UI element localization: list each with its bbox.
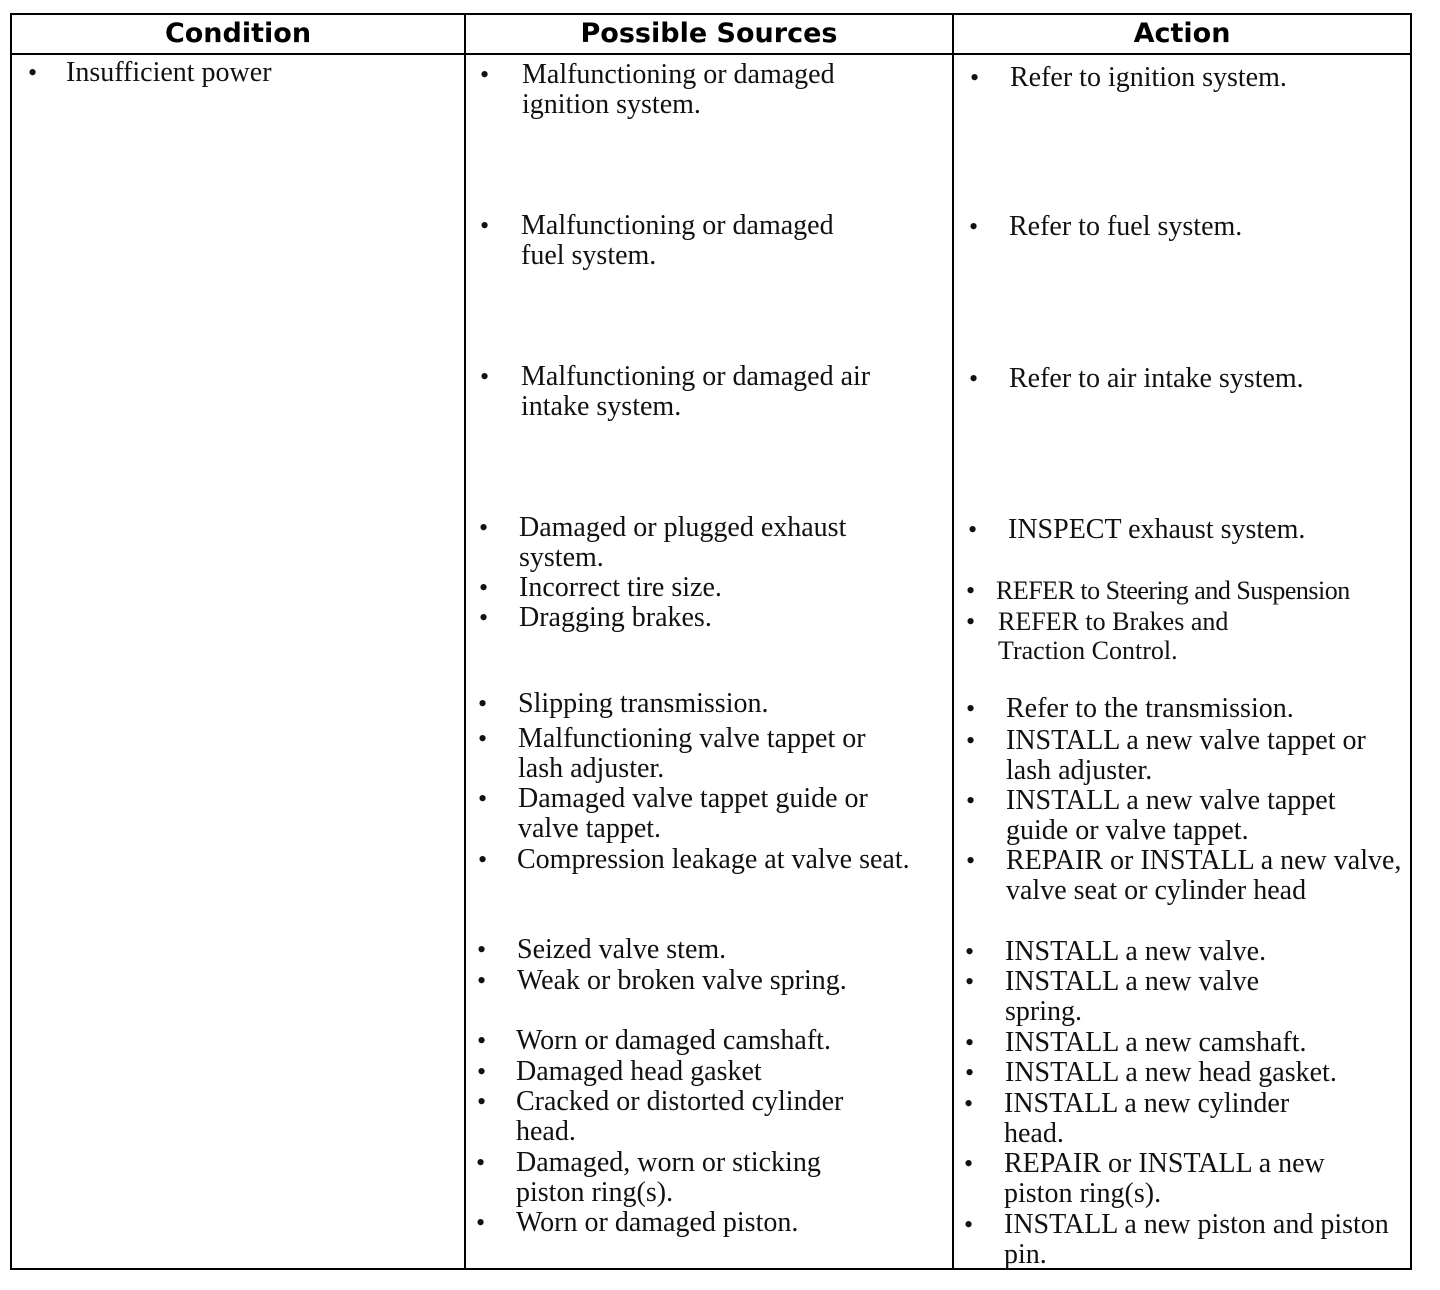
bullet-icon: •: [965, 1028, 975, 1057]
bullet-icon: •: [965, 937, 975, 966]
bullet-icon: •: [479, 573, 489, 602]
action-item: INSTALL a new head gasket.: [1005, 1057, 1337, 1088]
bullet-icon: •: [477, 1026, 487, 1055]
action-item: INSTALL a new valve.: [1005, 936, 1267, 967]
source-item: Seized valve stem.: [517, 934, 727, 965]
condition-bullet: •: [28, 58, 38, 87]
header-possible-sources: Possible Sources: [580, 18, 838, 49]
source-item: Dragging brakes.: [519, 602, 712, 633]
source-item: Malfunctioning or damaged fuel system.: [521, 210, 834, 271]
source-item: Compression leakage at valve seat.: [517, 844, 910, 875]
action-item: REPAIR or INSTALL a new valve, valve seat or cylinder head: [1006, 845, 1402, 906]
bullet-icon: •: [965, 1058, 975, 1087]
source-item: Damaged or plugged exhaust system.: [519, 512, 847, 573]
bullet-icon: •: [478, 845, 488, 874]
bullet-icon: •: [480, 211, 490, 240]
source-item: Malfunctioning valve tappet or lash adjuster.: [518, 723, 866, 784]
bullet-icon: •: [964, 1210, 974, 1239]
action-item: INSTALL a new valve spring.: [1005, 966, 1260, 1027]
bullet-icon: •: [968, 515, 978, 544]
bullet-icon: •: [966, 846, 976, 875]
bullet-icon: •: [477, 935, 487, 964]
bullet-icon: •: [969, 212, 979, 241]
bullet-icon: •: [476, 1208, 486, 1237]
bullet-icon: •: [966, 726, 976, 755]
bullet-icon: •: [478, 784, 488, 813]
header-action: Action: [1133, 18, 1231, 49]
action-item: INSTALL a new valve tappet or lash adjuster.: [1006, 725, 1366, 786]
header-condition: Condition: [164, 18, 312, 49]
source-item: Worn or damaged piston.: [516, 1207, 799, 1238]
action-item: INSTALL a new piston and piston pin.: [1004, 1209, 1389, 1270]
source-item: Damaged head gasket: [516, 1056, 762, 1087]
source-item: Cracked or distorted cylinder head.: [516, 1086, 844, 1147]
action-item: INSTALL a new valve tappet guide or valve tappet.: [1006, 785, 1336, 846]
bullet-icon: •: [965, 967, 975, 996]
bullet-icon: •: [477, 1087, 487, 1116]
condition-text: Insufficient power: [66, 57, 272, 88]
bullet-icon: •: [966, 786, 976, 815]
header-divider: [10, 53, 1412, 55]
bullet-icon: •: [964, 1089, 974, 1118]
action-item: REFER to Steering and Suspension: [996, 576, 1350, 605]
bullet-icon: •: [479, 603, 489, 632]
action-item: Refer to fuel system.: [1009, 211, 1243, 242]
bullet-icon: •: [480, 60, 490, 89]
source-item: Damaged, worn or sticking piston ring(s).: [516, 1147, 821, 1208]
action-item: INSTALL a new cylinder head.: [1004, 1088, 1290, 1149]
column-divider-1: [464, 13, 466, 1270]
bullet-icon: •: [479, 513, 489, 542]
bullet-icon: •: [477, 966, 487, 995]
source-item: Malfunctioning or damaged air intake system.: [521, 361, 871, 422]
column-divider-2: [952, 13, 954, 1270]
bullet-icon: •: [964, 1149, 974, 1178]
bullet-icon: •: [480, 362, 490, 391]
bullet-icon: •: [969, 364, 979, 393]
source-item: Weak or broken valve spring.: [517, 965, 847, 996]
bullet-icon: •: [966, 607, 976, 636]
action-item: REFER to Brakes and Traction Control.: [998, 607, 1229, 665]
bullet-icon: •: [478, 724, 488, 753]
action-item: Refer to the transmission.: [1006, 693, 1294, 724]
bullet-icon: •: [970, 63, 980, 92]
action-item: Refer to ignition system.: [1010, 62, 1287, 93]
bullet-icon: •: [476, 1148, 486, 1177]
bullet-icon: •: [966, 694, 976, 723]
bullet-icon: •: [478, 689, 488, 718]
source-item: Damaged valve tappet guide or valve tappet.: [518, 783, 868, 844]
bullet-icon: •: [966, 576, 976, 605]
source-item: Incorrect tire size.: [519, 572, 722, 603]
action-item: INSPECT exhaust system.: [1008, 514, 1306, 545]
source-item: Slipping transmission.: [518, 688, 769, 719]
source-item: Malfunctioning or damaged ignition system.: [522, 59, 835, 120]
action-item: REPAIR or INSTALL a new piston ring(s).: [1004, 1148, 1325, 1209]
action-item: INSTALL a new camshaft.: [1005, 1027, 1307, 1058]
action-item: Refer to air intake system.: [1009, 363, 1304, 394]
source-item: Worn or damaged camshaft.: [516, 1025, 831, 1056]
bullet-icon: •: [477, 1057, 487, 1086]
